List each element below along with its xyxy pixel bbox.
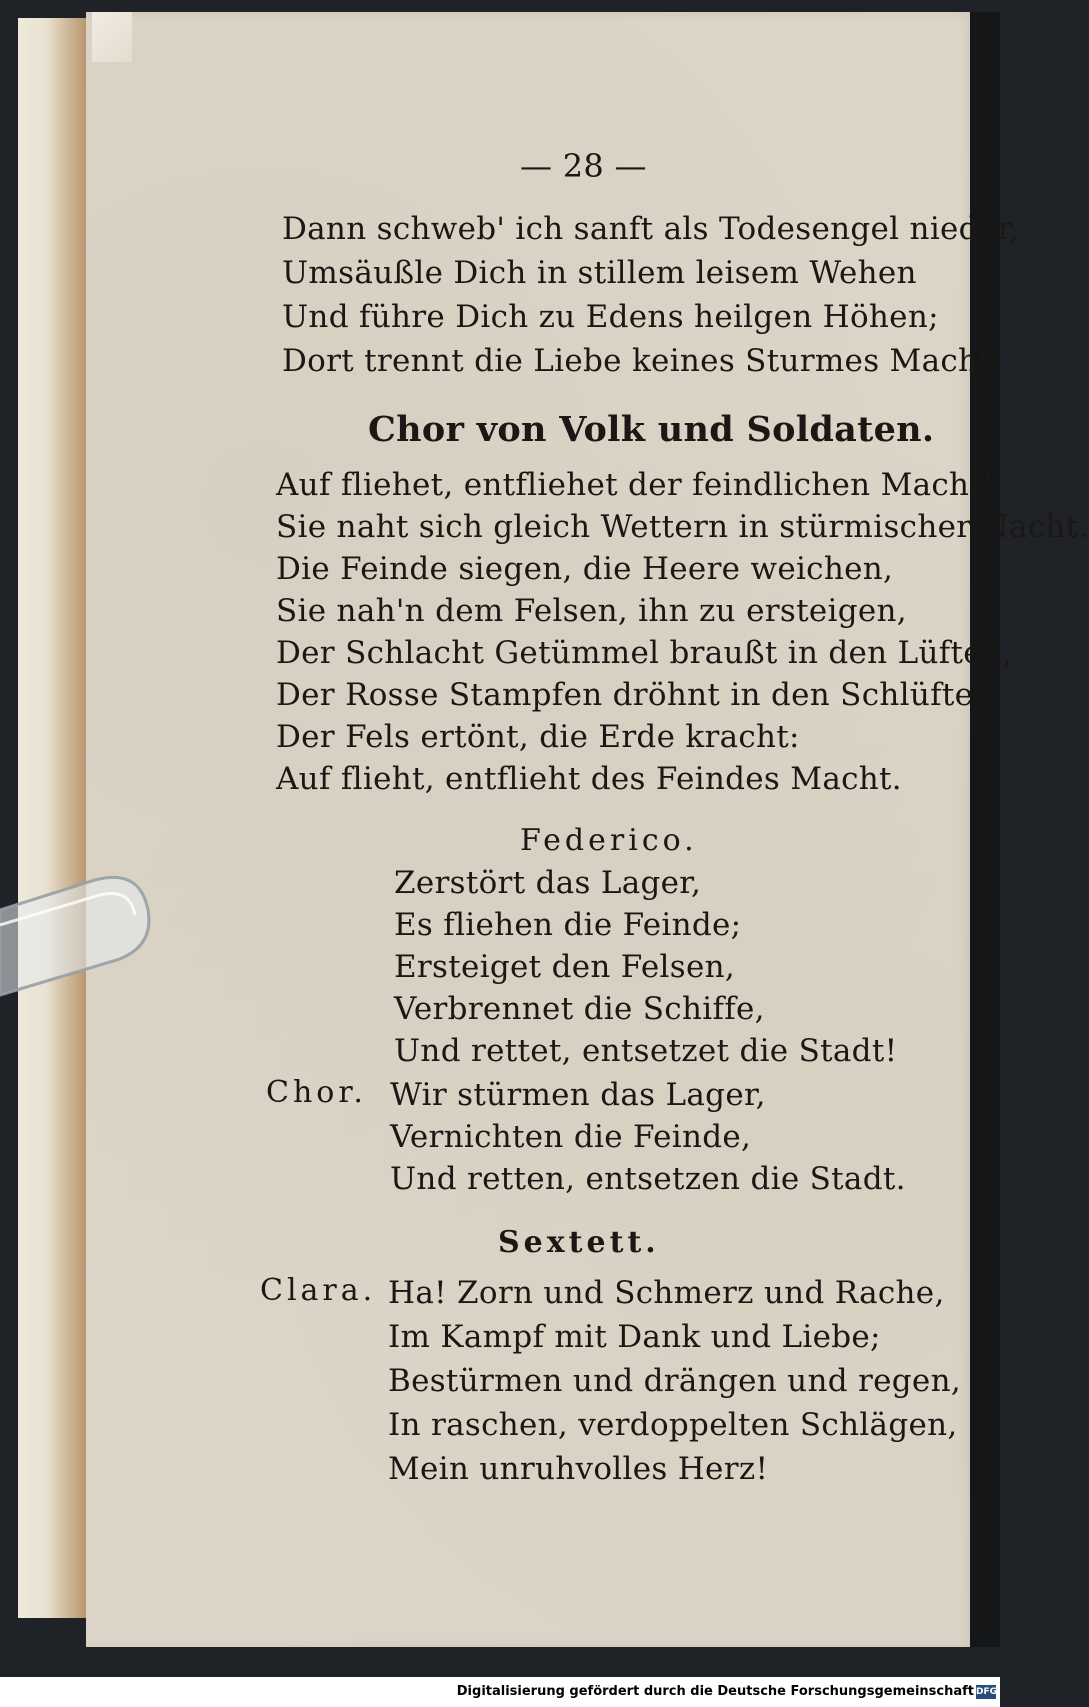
footer-credit: Digitalisierung gefördert durch die Deutsche Forschungsgemeinschaft	[456, 1684, 974, 1699]
stanza3-line2: Es fliehen die Feinde;	[394, 907, 742, 943]
stanza2-line6: Der Rosse Stampfen dröhnt in den Schlüften;	[276, 677, 1005, 713]
footer-bar	[0, 1677, 1000, 1707]
stanza2-line2: Sie naht sich gleich Wettern in stürmischer Nacht.	[276, 509, 1089, 545]
stanza1-line2: Umsäußle Dich in stillem leisem Wehen	[282, 255, 917, 291]
stanza2-line1: Auf fliehet, entfliehet der feindlichen Macht!	[276, 467, 995, 503]
stanza5-line1: Ha! Zorn und Schmerz und Rache,	[388, 1275, 945, 1311]
background-edge	[970, 12, 1000, 1647]
stanza3-line5: Und rettet, entsetzet die Stadt!	[394, 1033, 898, 1069]
dfg-logo-icon: DFG	[976, 1687, 998, 1697]
stanza1-line4: Dort trennt die Liebe keines Sturmes Macht!	[282, 343, 1004, 379]
speaker-federico: Federico.	[520, 823, 698, 858]
stanza2-line8: Auf flieht, entflieht des Feindes Macht.	[276, 761, 902, 797]
speaker-chor: Chor.	[266, 1075, 367, 1110]
stanza1-line3: Und führe Dich zu Edens heilgen Höhen;	[282, 299, 939, 335]
stanza4-line3: Und retten, entsetzen die Stadt.	[390, 1161, 906, 1197]
page-corner	[92, 12, 132, 62]
stanza3-line1: Zerstört das Lager,	[394, 865, 702, 901]
speaker-clara: Clara.	[260, 1273, 377, 1308]
stanza5-line5: Mein unruhvolles Herz!	[388, 1451, 769, 1487]
stanza2-line4: Sie nah'n dem Felsen, ihn zu ersteigen,	[276, 593, 907, 629]
stanza5-line2: Im Kampf mit Dank und Liebe;	[388, 1319, 881, 1355]
stanza1-line1: Dann schweb' ich sanft als Todesengel nieder,	[282, 211, 1020, 247]
stanza5-line3: Bestürmen und drängen und regen,	[388, 1363, 961, 1399]
stanza4-line1: Wir stürmen das Lager,	[390, 1077, 766, 1113]
stanza2-line5: Der Schlacht Getümmel braußt in den Lüften,	[276, 635, 1013, 671]
heading-sextett: Sextett.	[498, 1225, 660, 1260]
stanza4-line2: Vernichten die Feinde,	[390, 1119, 752, 1155]
heading-chor-volk: Chor von Volk und Soldaten.	[368, 409, 935, 450]
stanza2-line7: Der Fels ertönt, die Erde kracht:	[276, 719, 800, 755]
stanza2-line3: Die Feinde siegen, die Heere weichen,	[276, 551, 894, 587]
stanza3-line4: Verbrennet die Schiffe,	[394, 991, 765, 1027]
stanza5-line4: In raschen, verdoppelten Schlägen,	[388, 1407, 958, 1443]
page-number: — 28 —	[520, 147, 647, 185]
stanza3-line3: Ersteiget den Felsen,	[394, 949, 736, 985]
book-edge	[18, 18, 88, 1618]
page-clip	[0, 870, 150, 1000]
